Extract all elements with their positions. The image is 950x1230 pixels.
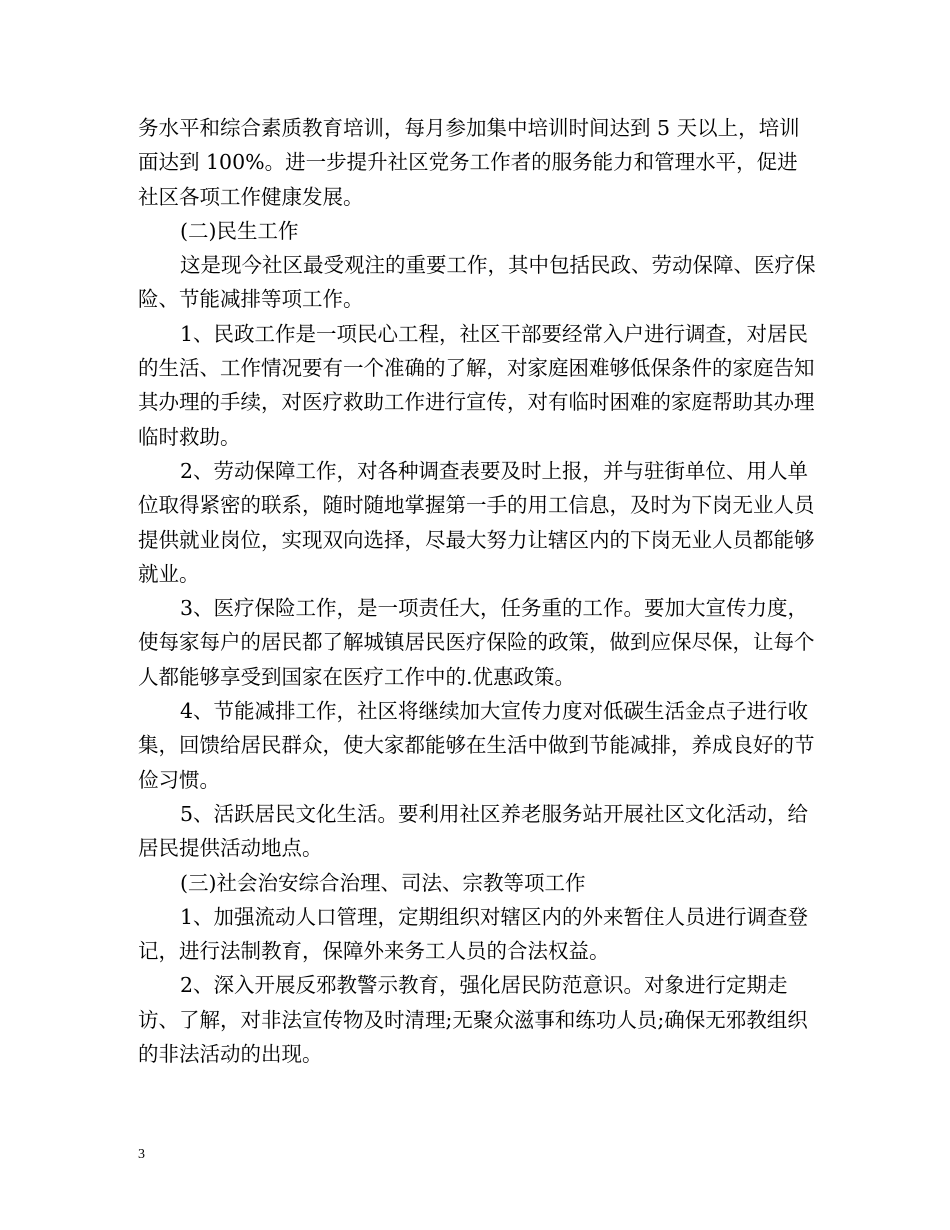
paragraph: 这是现今社区最受观注的重要工作，其中包括民政、劳动保障、医疗保险、节能减排等项工作。	[138, 253, 816, 312]
paragraph: 2、劳动保障工作，对各种调查表要及时上报，并与驻街单位、用人单位取得紧密的联系，随时随地掌握第一手的用工信息，及时为下岗无业人员提供就业岗位，实现双向选择，尽最大努力让辖区内的下岗无业人员都能够就业。	[138, 458, 815, 586]
paragraph: 1、民政工作是一项民心工程，社区干部要经常入户进行调查，对居民的生活、工作情况要有一个准确的了解，对家庭困难够低保条件的家庭告知其办理的手续，对医疗救助工作进行宣传，对有临时困难的家庭帮助其办理临时救助。	[138, 321, 815, 449]
section-heading: (二)民生工作	[180, 218, 299, 243]
document-body	[138, 111, 816, 1071]
paragraph: 2、深入开展反邪教警示教育，强化居民防范意识。对象进行定期走访、了解，对非法宣传物及时清理;无聚众滋事和练功人员;确保无邪教组织的非法活动的出现。	[138, 973, 808, 1067]
paragraph: 5、活跃居民文化生活。要利用社区养老服务站开展社区文化活动，给居民提供活动地点。	[138, 801, 809, 861]
paragraph: 4、节能减排工作，社区将继续加大宣传力度对低碳生活金点子进行收集，回馈给居民群众，使大家都能够在生活中做到节能减排，养成良好的节俭习惯。	[138, 699, 815, 792]
page-number: 3	[138, 1147, 145, 1162]
section-heading: (三)社会治安综合治理、司法、宗教等项工作	[180, 870, 586, 895]
paragraph: 1、加强流动人口管理，定期组织对辖区内的外来暂住人员进行调查登记，进行法制教育，保障外来务工人员的合法权益。	[138, 904, 809, 964]
paragraph: 务水平和综合素质教育培训，每月参加集中培训时间达到 5 天以上，培训面达到 100%。进一步提升社区党务工作者的服务能力和管理水平，促进社区各项工作健康发展。	[138, 116, 800, 209]
paragraph: 3、医疗保险工作，是一项责任大，任务重的工作。要加大宣传力度，使每家每户的居民都了解城镇居民医疗保险的政策，做到应保尽保，让每个人都能够享受到国家在医疗工作中的.优惠政策。	[138, 596, 815, 689]
